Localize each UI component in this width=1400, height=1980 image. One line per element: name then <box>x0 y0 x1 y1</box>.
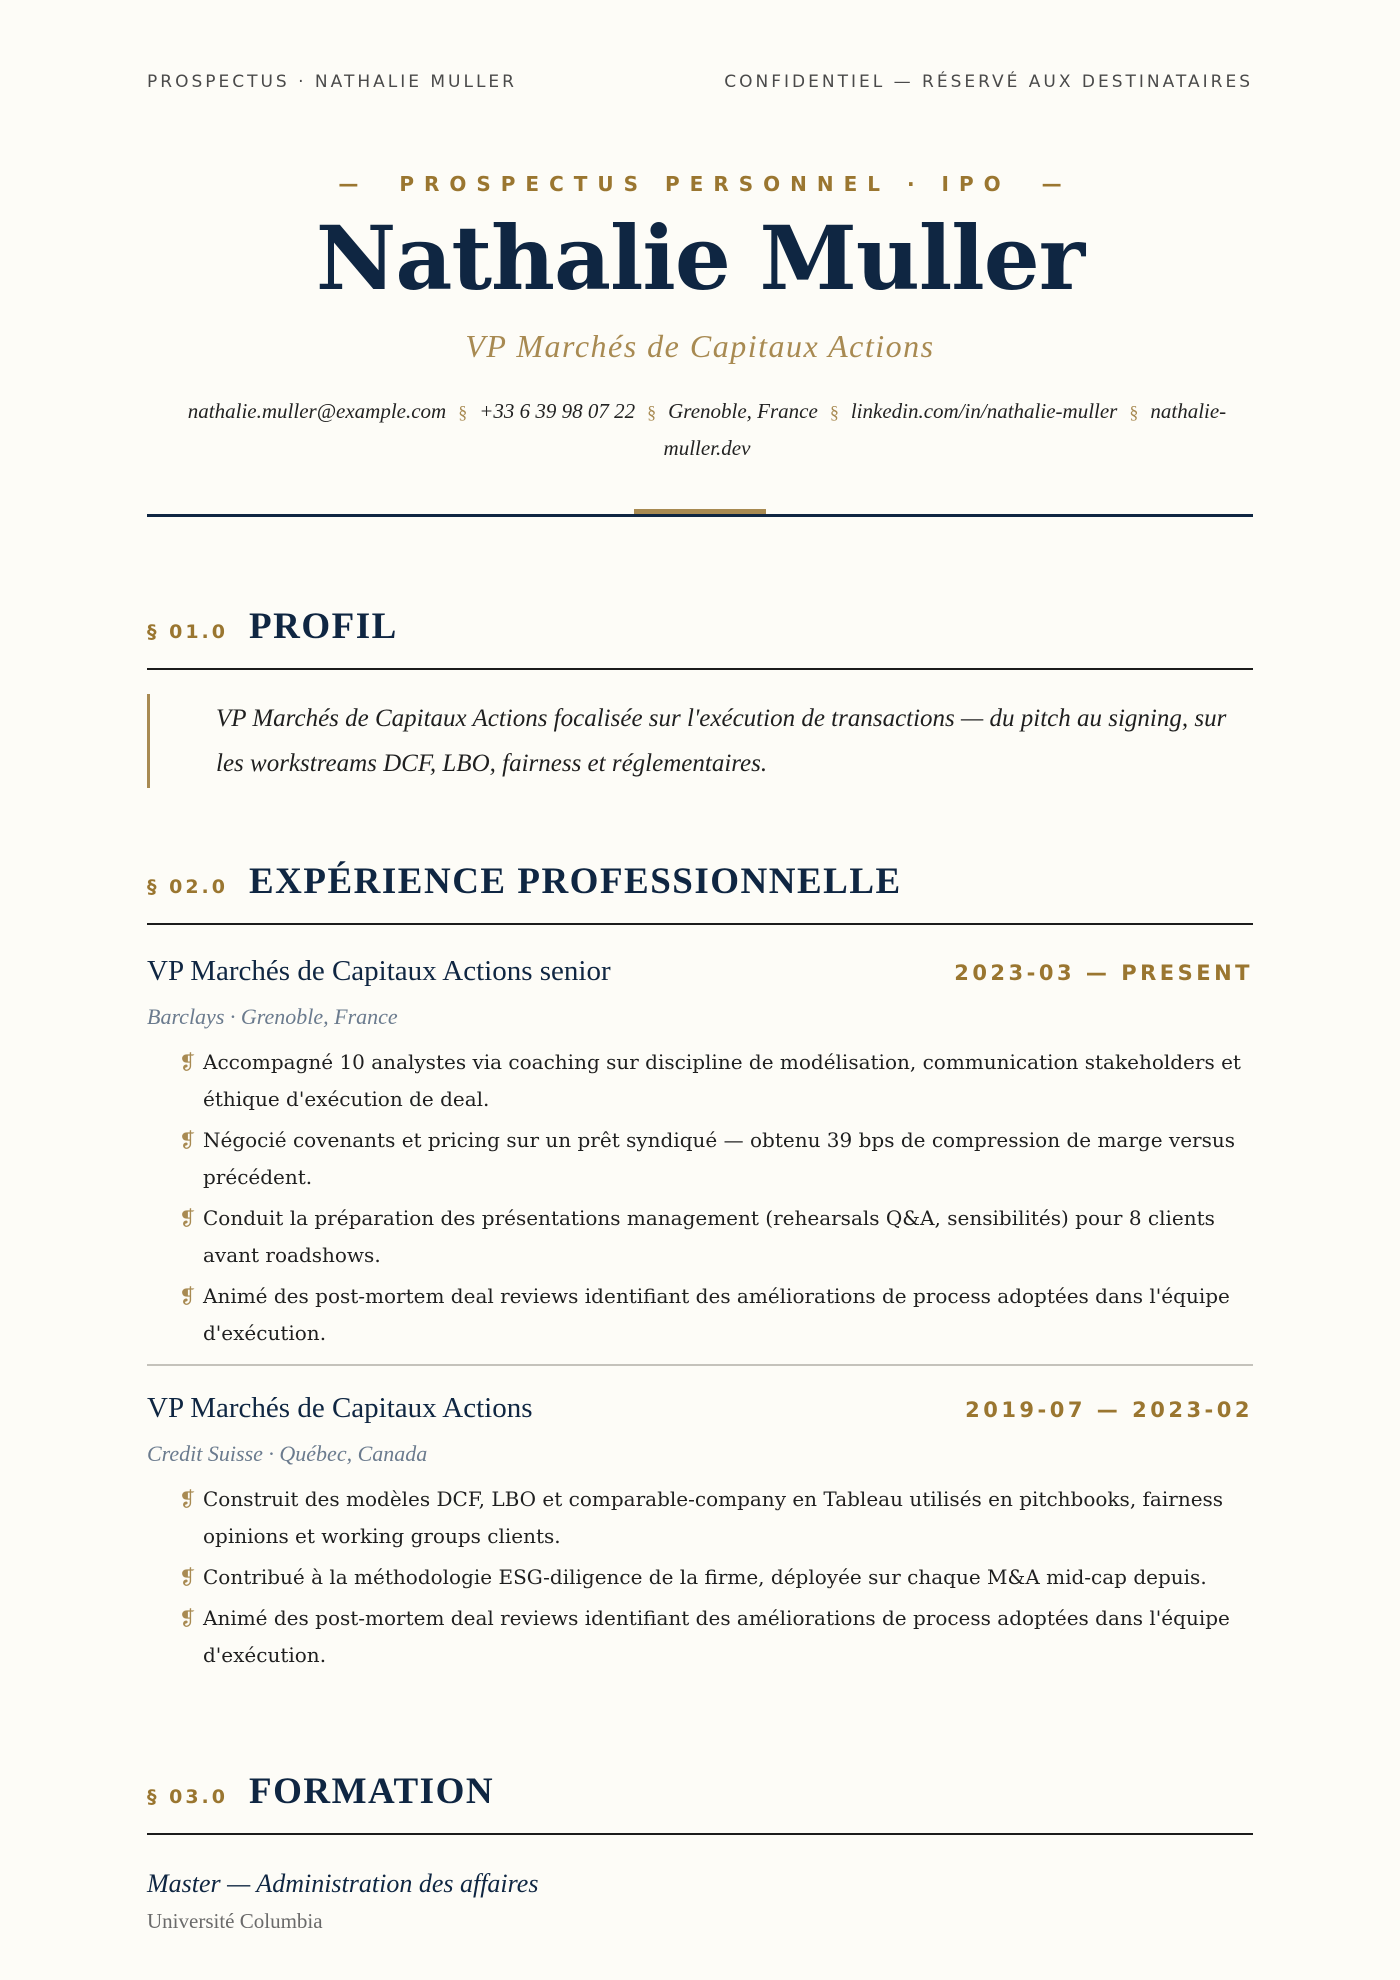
bullet-text: Contribué à la méthodologie ESG-diligence de la firme, déployée sur chaque M&A mid-cap depuis. <box>203 1565 1207 1589</box>
job-title: VP Marchés de Capitaux Actions <box>147 1392 533 1424</box>
contact-line <box>147 393 1267 466</box>
bullet-text: Accompagné 10 analystes via coaching sur discipline de modélisation, communication stakeholders et éthique d'exécution de deal. <box>203 1050 1241 1111</box>
list-item <box>147 1481 1253 1555</box>
section-number: § 03.0 <box>147 1786 228 1808</box>
job-dates: 2019-07 — 2023-02 <box>965 1398 1253 1422</box>
kicker-text: PROSPECTUS PERSONNEL · IPO <box>399 172 1011 196</box>
bullet-text: Construit des modèles DCF, LBO et comparable-company en Tableau utilisés en pitchbooks, fairness opinions et working groups clients. <box>203 1487 1224 1548</box>
list-item <box>147 1559 1253 1596</box>
masthead-rule-accent <box>634 509 766 514</box>
job-title: VP Marchés de Capitaux Actions senior <box>147 955 611 987</box>
section-number: § 02.0 <box>147 876 228 898</box>
section-title: FORMATION <box>249 1771 495 1812</box>
list-item <box>147 1600 1253 1674</box>
section-header <box>147 1770 1253 1835</box>
bullet-text: Animé des post-mortem deal reviews identifiant des améliorations de process adoptées dans l'équipe d'exécution. <box>203 1284 1230 1345</box>
section-formation <box>147 1770 1253 1934</box>
section-number: § 01.0 <box>147 621 228 643</box>
running-header-left: PROSPECTUS · NATHALIE MULLER <box>147 72 517 92</box>
section-header <box>147 605 1253 670</box>
kicker-dash-right: — <box>1041 172 1062 196</box>
contact-location: Grenoble, France <box>668 399 818 423</box>
kicker-dash-left: — <box>338 172 359 196</box>
list-item <box>147 1278 1253 1352</box>
job-divider <box>147 1364 1253 1366</box>
job-dates: 2023-03 — PRESENT <box>954 961 1253 985</box>
candidate-role: VP Marchés de Capitaux Actions <box>465 328 935 364</box>
pilcrow-icon: ❡ <box>179 1606 196 1630</box>
masthead <box>147 172 1253 466</box>
bullet-text: Animé des post-mortem deal reviews identifiant des améliorations de process adoptées dans l'équipe d'exécution. <box>203 1606 1230 1667</box>
section-sign-icon: § <box>458 402 468 422</box>
contact-email[interactable]: nathalie.muller@example.com <box>187 399 447 423</box>
profile-summary: VP Marchés de Capitaux Actions focalisée sur l'exécution de transactions — du pitch au signing, sur les workstreams DCF, LBO, fairness et réglementaires. <box>147 694 1253 788</box>
section-sign-icon: § <box>829 402 839 422</box>
job-entry <box>147 955 1253 1366</box>
education-entry <box>147 1869 1253 1934</box>
section-sign-icon: § <box>1129 402 1139 422</box>
job-organization: Barclays · Grenoble, France <box>147 1004 398 1029</box>
candidate-name: Nathalie Muller <box>315 206 1085 310</box>
contact-phone[interactable]: +33 6 39 98 07 22 <box>479 399 636 423</box>
bullet-text: Négocié covenants et pricing sur un prêt syndiqué — obtenu 39 bps de compression de marge versus précédent. <box>203 1128 1235 1189</box>
job-bullets <box>147 1044 1253 1352</box>
section-header <box>147 860 1253 925</box>
job-entry <box>147 1392 1253 1674</box>
bullet-text: Conduit la préparation des présentations management (rehearsals Q&A, sensibilités) pour 8 clients avant roadshows. <box>203 1206 1215 1267</box>
section-sign-icon: § <box>647 402 657 422</box>
list-item <box>147 1044 1253 1118</box>
pilcrow-icon: ❡ <box>179 1206 196 1230</box>
education-school: Université Columbia <box>147 1909 323 1933</box>
education-degree: Master — Administration des affaires <box>147 1869 539 1898</box>
pilcrow-icon: ❡ <box>179 1050 196 1074</box>
job-header <box>147 955 1253 988</box>
pilcrow-icon: ❡ <box>179 1565 196 1589</box>
job-bullets <box>147 1481 1253 1674</box>
section-title: PROFIL <box>249 606 398 647</box>
section-title: EXPÉRIENCE PROFESSIONNELLE <box>249 861 902 902</box>
job-header <box>147 1392 1253 1425</box>
pilcrow-icon: ❡ <box>179 1284 196 1308</box>
list-item <box>147 1122 1253 1196</box>
list-item <box>147 1200 1253 1274</box>
running-header-right: CONFIDENTIEL — RÉSERVÉ AUX DESTINATAIRES <box>724 72 1253 92</box>
job-organization: Credit Suisse · Québec, Canada <box>147 1441 428 1466</box>
contact-website[interactable]: nathalie-muller.dev <box>663 399 1227 460</box>
pilcrow-icon: ❡ <box>179 1487 196 1511</box>
kicker <box>147 172 1253 196</box>
masthead-rule <box>147 514 1253 517</box>
contact-linkedin[interactable]: linkedin.com/in/nathalie-muller <box>850 399 1118 423</box>
running-header <box>147 0 1253 92</box>
section-experience <box>147 860 1253 1674</box>
section-profil <box>147 605 1253 788</box>
pilcrow-icon: ❡ <box>179 1128 196 1152</box>
